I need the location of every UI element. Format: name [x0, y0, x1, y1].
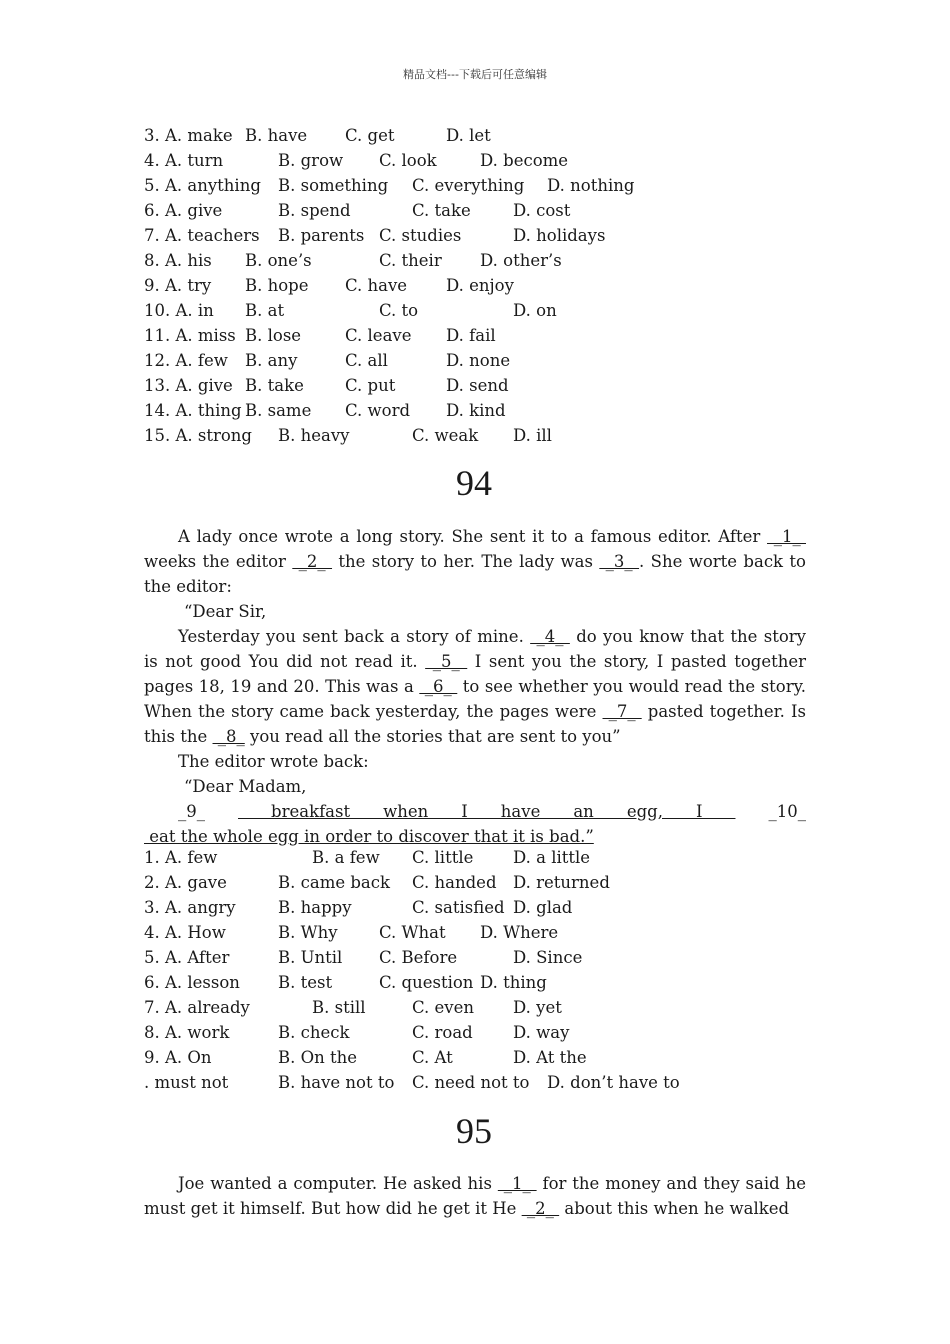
- option-c: C. weak: [412, 426, 479, 445]
- answer-blank: _2_: [292, 552, 333, 571]
- answer-blank: _2_: [521, 1199, 560, 1218]
- option-c: C. little: [412, 848, 474, 867]
- option-row: [144, 898, 804, 923]
- option-d: D. Since: [513, 948, 583, 967]
- passage-94-paragraph-6: [144, 799, 806, 849]
- option-a: 5. A. After: [144, 948, 230, 967]
- option-d: D. become: [480, 151, 569, 170]
- passage-94: [144, 524, 806, 849]
- option-row: [144, 873, 804, 898]
- answer-blank: _7_: [602, 702, 642, 721]
- option-d: D. kind: [446, 401, 506, 420]
- option-d: D. don’t have to: [547, 1073, 680, 1092]
- option-d: D. cost: [513, 201, 571, 220]
- option-c: C. have: [345, 276, 408, 295]
- option-d: D. yet: [513, 998, 562, 1017]
- option-b: B. one’s: [245, 251, 312, 270]
- option-row: [144, 923, 804, 948]
- option-b: B. parents: [278, 226, 365, 245]
- option-c: C. Before: [379, 948, 458, 967]
- option-c: C. need not to: [412, 1073, 530, 1092]
- option-b: B. check: [278, 1023, 350, 1042]
- option-a: 3. A. make: [144, 126, 233, 145]
- option-a: 6. A. give: [144, 201, 223, 220]
- option-c: C. At: [412, 1048, 453, 1067]
- option-row: [144, 376, 804, 401]
- options-list-94: [144, 848, 804, 1098]
- option-c: C. question: [379, 973, 474, 992]
- option-a: 8. A. his: [144, 251, 212, 270]
- option-d: D. send: [446, 376, 509, 395]
- passage-94-paragraph-1: [144, 524, 806, 599]
- passage-text: pasted together. Is this the: [144, 702, 806, 746]
- option-row: [144, 151, 804, 176]
- option-a: 1. A. few: [144, 848, 218, 867]
- option-b: B. Why: [278, 923, 338, 942]
- option-b: B. test: [278, 973, 333, 992]
- option-d: D. Where: [480, 923, 559, 942]
- option-d: D. fail: [446, 326, 496, 345]
- options-list-top: [144, 126, 804, 451]
- option-row: [144, 1023, 804, 1048]
- answer-blank: _5_: [425, 652, 468, 671]
- option-c: C. word: [345, 401, 411, 420]
- passage-text: about this when he walked: [559, 1199, 790, 1218]
- option-row: [144, 401, 804, 426]
- passage-95: [144, 1171, 806, 1221]
- option-c: C. satisfied: [412, 898, 505, 917]
- answer-blank: _1_: [497, 1174, 537, 1193]
- option-b: B. On the: [278, 1048, 358, 1067]
- option-a: 3. A. angry: [144, 898, 236, 917]
- option-b: B. hope: [245, 276, 309, 295]
- option-row: [144, 1073, 804, 1098]
- option-c: C. studies: [379, 226, 462, 245]
- option-c: C. to: [379, 301, 419, 320]
- option-d: D. ill: [513, 426, 552, 445]
- option-d: D. At the: [513, 1048, 587, 1067]
- option-a: 4. A. How: [144, 923, 226, 942]
- option-b: B. any: [245, 351, 298, 370]
- option-d: D. way: [513, 1023, 570, 1042]
- option-b: B. a few: [312, 848, 380, 867]
- passage-text: I sent you the story, I pasted together pages 18, 19 and 20. This was a: [144, 652, 806, 696]
- option-d: D. glad: [513, 898, 573, 917]
- option-d: D. thing: [480, 973, 547, 992]
- answer-blank: _1_: [767, 527, 806, 546]
- option-a: 4. A. turn: [144, 151, 224, 170]
- option-a: 2. A. gave: [144, 873, 227, 892]
- option-a: 13. A. give: [144, 376, 233, 395]
- option-row: [144, 301, 804, 326]
- option-c: C. even: [412, 998, 475, 1017]
- option-row: [144, 973, 804, 998]
- option-c: C. road: [412, 1023, 473, 1042]
- option-row: [144, 998, 804, 1023]
- option-row: [144, 1048, 804, 1073]
- passage-94-salutation: “Dear Sir,: [184, 602, 267, 621]
- option-c: C. everything: [412, 176, 525, 195]
- option-c: C. leave: [345, 326, 412, 345]
- option-a: 8. A. work: [144, 1023, 230, 1042]
- passage-text: _9_: [178, 802, 239, 821]
- option-a: 15. A. strong: [144, 426, 252, 445]
- option-b: B. have: [245, 126, 308, 145]
- option-a: 5. A. anything: [144, 176, 261, 195]
- option-d: D. on: [513, 301, 557, 320]
- option-b: B. have not to: [278, 1073, 395, 1092]
- option-row: [144, 276, 804, 301]
- option-c: C. their: [379, 251, 442, 270]
- option-b: B. lose: [245, 326, 302, 345]
- option-row: [144, 351, 804, 376]
- option-a: 12. A. few: [144, 351, 228, 370]
- option-a: 7. A. already: [144, 998, 250, 1017]
- option-row: [144, 251, 804, 276]
- option-c: C. look: [379, 151, 437, 170]
- answer-blank: _6_: [419, 677, 458, 696]
- option-b: B. at: [245, 301, 285, 320]
- answer-blank: _4_: [530, 627, 570, 646]
- option-row: [144, 201, 804, 226]
- page-header: 精品文档---下载后可任意编辑: [403, 68, 547, 81]
- passage-text: do you know that the story is not good You did not read it.: [144, 627, 806, 671]
- option-b: B. same: [245, 401, 312, 420]
- option-b: B. happy: [278, 898, 352, 917]
- option-row: [144, 848, 804, 873]
- passage-94-editor-line: The editor wrote back:: [178, 752, 369, 771]
- option-d: D. let: [446, 126, 491, 145]
- passage-text: _10_: [735, 802, 806, 821]
- passage-text: you read all the stories that are sent to you”: [244, 727, 621, 746]
- passage-text: A lady once wrote a long story. She sent it to a famous editor. After: [178, 527, 768, 546]
- option-d: D. none: [446, 351, 511, 370]
- passage-text: to see whether you would read the story. When the story came back yesterday, the pages were: [144, 677, 806, 721]
- option-d: D. a little: [513, 848, 591, 867]
- option-a: 6. A. lesson: [144, 973, 240, 992]
- option-b: B. still: [312, 998, 366, 1017]
- passage-text: . She worte back to the editor:: [144, 552, 806, 596]
- option-row: [144, 948, 804, 973]
- section-number-95: 95: [456, 1111, 492, 1151]
- passage-text: Joe wanted a computer. He asked his: [178, 1174, 498, 1193]
- option-b: B. something: [278, 176, 389, 195]
- option-b: B. spend: [278, 201, 351, 220]
- passage-text: Yesterday you sent back a story of mine.: [178, 627, 531, 646]
- passage-text: weeks the editor: [144, 552, 293, 571]
- option-a: 11. A. miss: [144, 326, 236, 345]
- option-c: C. handed: [412, 873, 497, 892]
- passage-text: the story to her. The lady was: [332, 552, 600, 571]
- option-b: B. heavy: [278, 426, 350, 445]
- option-d: D. returned: [513, 873, 610, 892]
- option-c: C. all: [345, 351, 388, 370]
- passage-94-reply-salutation: “Dear Madam,: [184, 777, 307, 796]
- option-c: C. get: [345, 126, 395, 145]
- option-a: 9. A. On: [144, 1048, 212, 1067]
- option-d: D. nothing: [547, 176, 635, 195]
- option-b: B. Until: [278, 948, 343, 967]
- option-d: D. holidays: [513, 226, 606, 245]
- passage-95-paragraph-1: [144, 1171, 806, 1221]
- option-a: 9. A. try: [144, 276, 212, 295]
- option-row: [144, 176, 804, 201]
- option-row: [144, 326, 804, 351]
- option-row: [144, 426, 804, 451]
- passage-94-paragraph-3: [144, 624, 806, 749]
- option-c: C. put: [345, 376, 396, 395]
- option-b: B. grow: [278, 151, 344, 170]
- option-c: C. take: [412, 201, 471, 220]
- option-row: [144, 226, 804, 251]
- option-b: B. take: [245, 376, 304, 395]
- option-row: [144, 126, 804, 151]
- option-d: D. enjoy: [446, 276, 514, 295]
- option-a: . must not: [144, 1073, 229, 1092]
- section-number-94: 94: [456, 463, 492, 503]
- answer-blank: eat the whole egg in order to discover that it is bad.”: [144, 827, 594, 846]
- answer-blank: breakfast when I have an egg, I: [238, 802, 736, 821]
- option-c: C. What: [379, 923, 446, 942]
- option-a: 14. A. thing: [144, 401, 242, 420]
- option-b: B. came back: [278, 873, 390, 892]
- option-a: 7. A. teachers: [144, 226, 260, 245]
- option-a: 10. A. in: [144, 301, 214, 320]
- option-d: D. other’s: [480, 251, 562, 270]
- answer-blank: _3_: [599, 552, 640, 571]
- answer-blank: _8_: [212, 727, 245, 746]
- passage-text: for the money and they said he must get it himself. But how did he get it He: [144, 1174, 806, 1218]
